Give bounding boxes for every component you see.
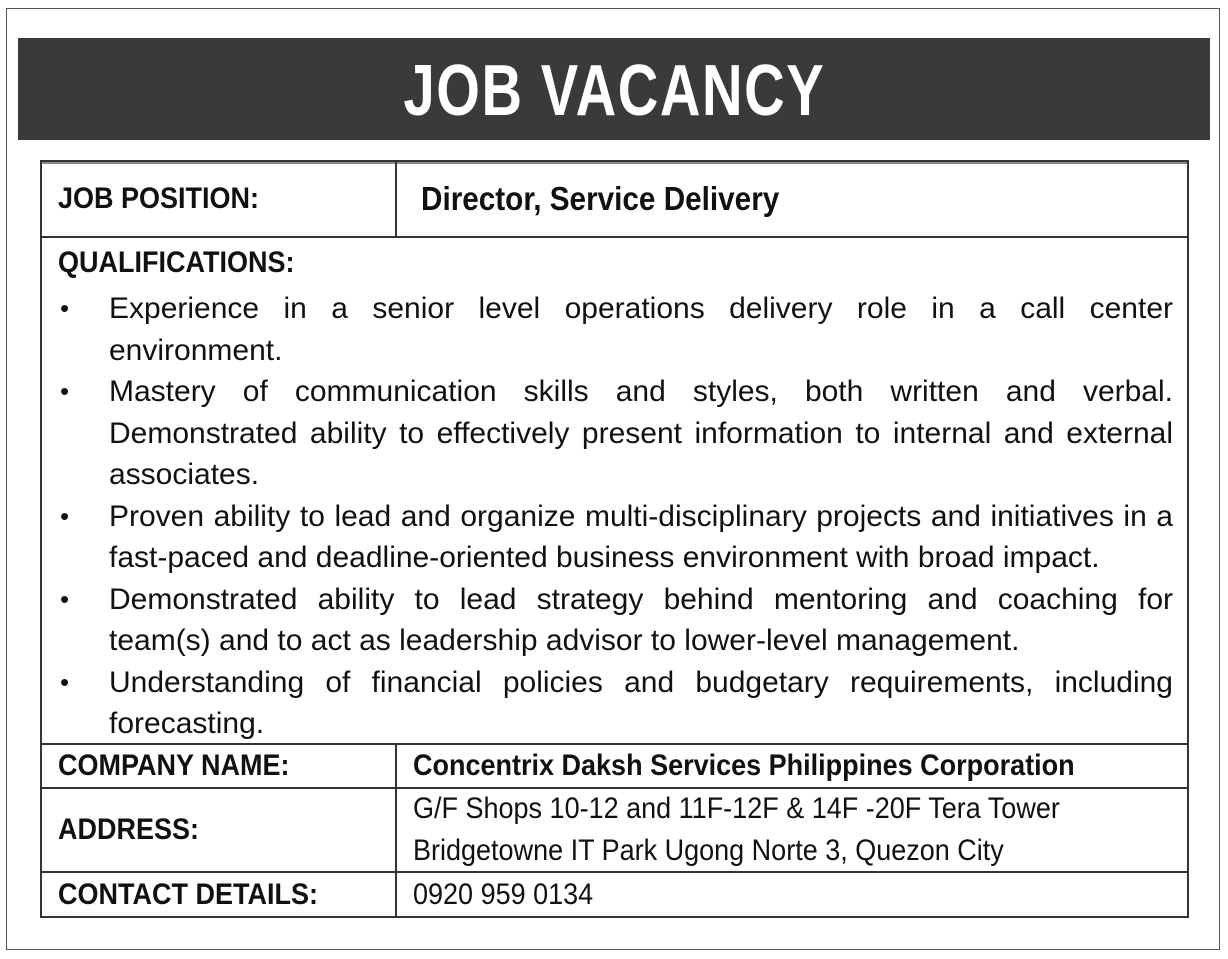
- page-title: JOB VACANCY: [403, 51, 825, 131]
- company-name-value-text: Concentrix Daksh Services Philippines Corporation: [413, 749, 1075, 782]
- company-name-label: [42, 745, 397, 787]
- bullet-icon: •: [60, 666, 70, 697]
- job-position-label: [42, 162, 397, 236]
- list-item: [58, 288, 1173, 371]
- contact-details-value: [397, 873, 1187, 916]
- job-position-row: [42, 162, 1187, 238]
- contact-details-label-text: CONTACT DETAILS:: [58, 877, 318, 911]
- contact-details-row: [42, 873, 1187, 916]
- qualification-text: Demonstrated ability to lead strategy behind mentoring and coaching for team(s) and to act as leadership advisor to lower-level management.: [109, 582, 1173, 657]
- qualifications-row: [42, 238, 1187, 745]
- bullet-icon: •: [60, 500, 70, 531]
- vacancy-table: [40, 160, 1189, 918]
- list-item: [58, 371, 1173, 496]
- qualification-text: Experience in a senior level operations delivery role in a call center environment.: [109, 292, 1173, 367]
- qualifications-list: [58, 288, 1173, 745]
- address-line-1: G/F Shops 10-12 and 11F-12F & 14F -20F Tera Tower: [413, 792, 1060, 825]
- list-item: [58, 496, 1173, 579]
- job-position-value: [397, 162, 1187, 236]
- company-name-value: [397, 745, 1187, 787]
- qualification-text: Proven ability to lead and organize multi-disciplinary projects and initiatives in a fast-paced and deadline-oriented business environment with broad impact.: [109, 499, 1173, 574]
- qualification-text: Mastery of communication skills and styles, both written and verbal. Demonstrated ability to effectively present information to internal and external associates.: [109, 375, 1173, 491]
- contact-phone-number: 0920 959 0134: [413, 877, 594, 911]
- address-label: [42, 789, 397, 871]
- list-item: [58, 662, 1173, 745]
- bullet-icon: •: [60, 583, 70, 614]
- contact-details-label: [42, 873, 397, 916]
- company-name-row: [42, 745, 1187, 789]
- header-banner: [18, 38, 1210, 140]
- company-name-label-text: COMPANY NAME:: [58, 749, 290, 782]
- bullet-icon: •: [60, 293, 70, 323]
- job-position-value-text: Director, Service Delivery: [421, 180, 780, 217]
- qualifications-label: [58, 246, 321, 280]
- list-item: [58, 579, 1173, 662]
- qualifications-label-text: QUALIFICATIONS:: [58, 246, 295, 279]
- address-row: [42, 789, 1187, 873]
- qualification-text: Understanding of financial policies and budgetary requirements, including forecasting.: [109, 665, 1173, 740]
- job-position-label-text: JOB POSITION:: [58, 182, 260, 215]
- address-value: [397, 789, 1187, 871]
- address-label-text: ADDRESS:: [58, 813, 200, 846]
- bullet-icon: •: [60, 376, 70, 406]
- address-line-2: Bridgetowne IT Park Ugong Norte 3, Quezon City: [413, 834, 1004, 867]
